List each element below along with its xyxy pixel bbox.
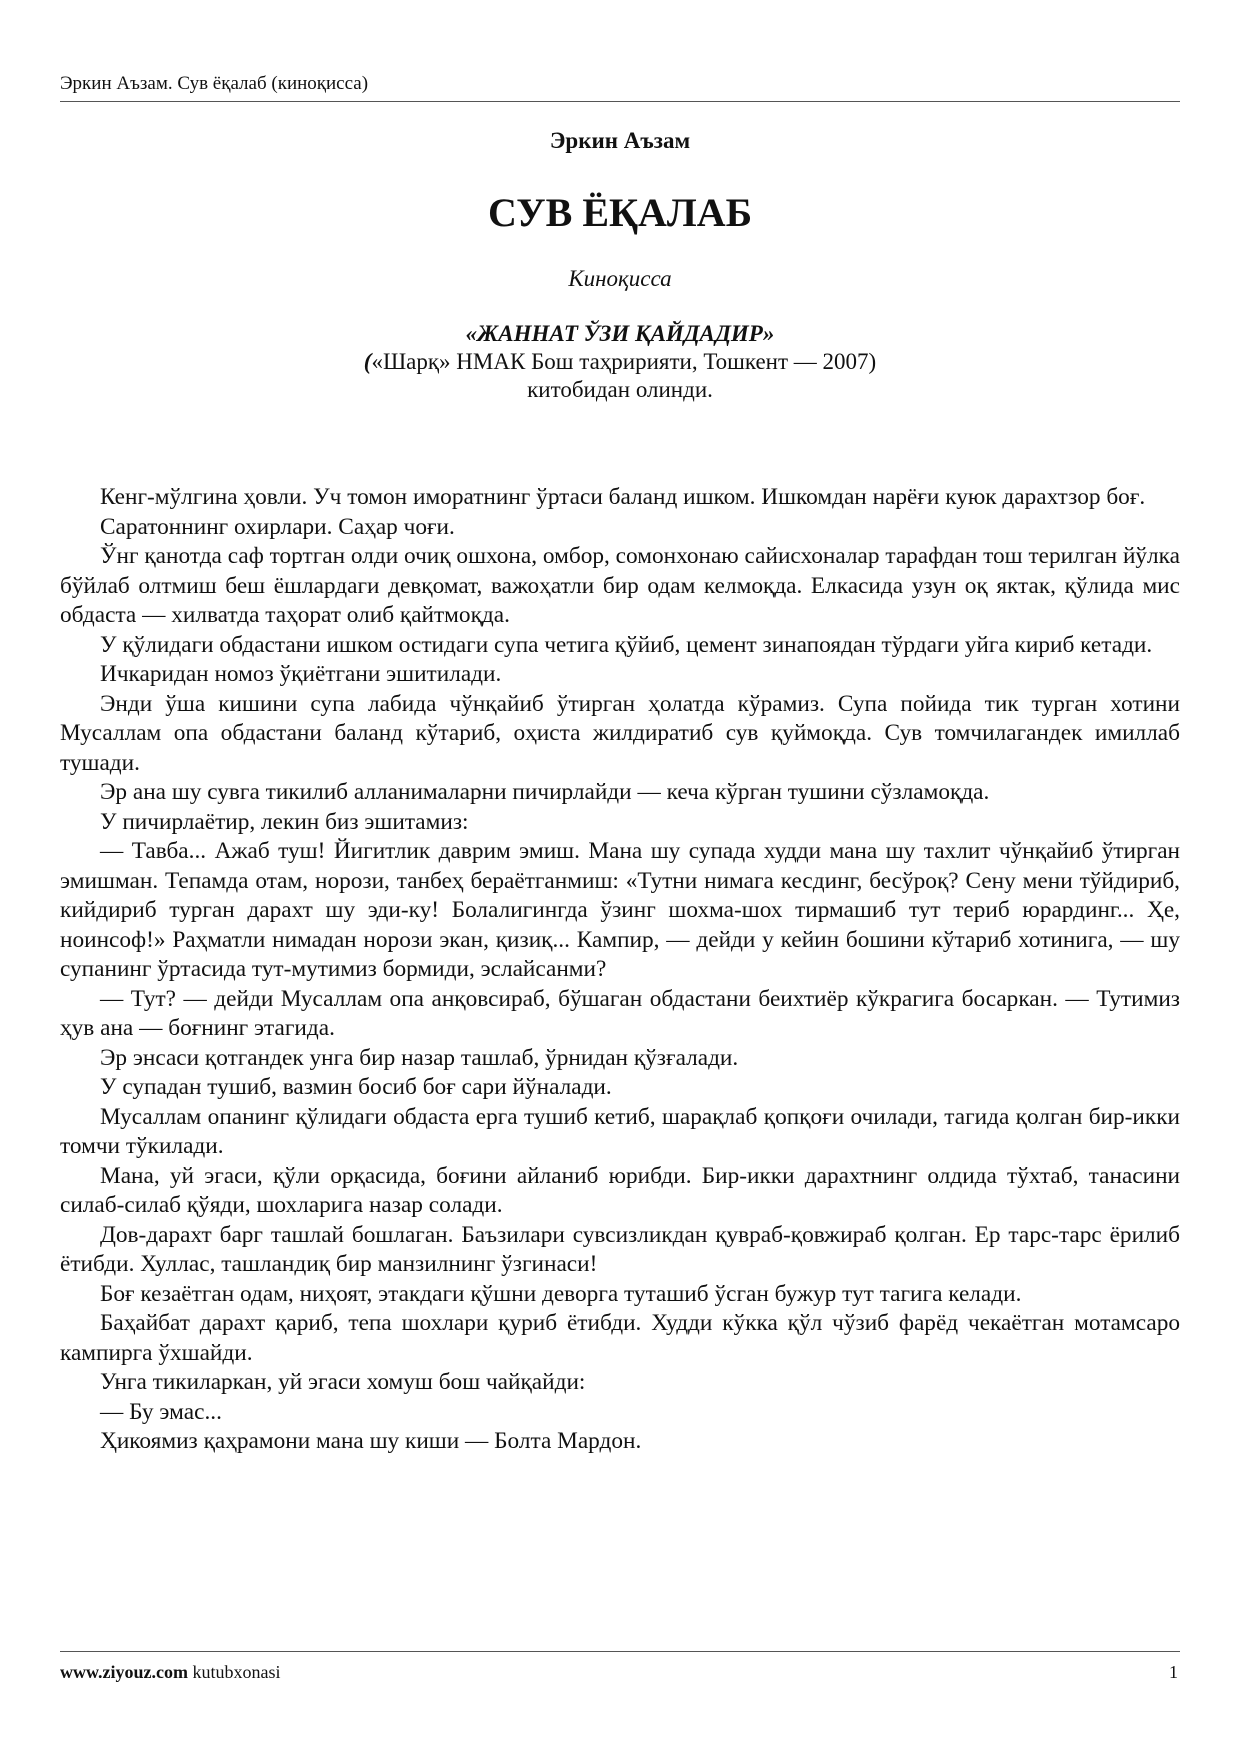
footer-site-link[interactable]: www.ziyouz.com xyxy=(60,1662,188,1682)
page-number: 1 xyxy=(1169,1662,1178,1682)
paragraph: Энди ўша кишини супа лабида чўнқайиб ўтирган ҳолатда кўрамиз. Супа пойида тик турган хотини Мусаллам опа обдастани баланд кўтариб, оҳиста жилдиратиб сув қуймоқда. Сув томчилагандек имиллаб тушади. xyxy=(60,690,1180,776)
paragraph: Ўнг қанотда саф тортган олди очиқ ошхона, омбор, сомонхонаю сайисхоналар тарафдан тош терилган йўлка бўйлаб олтмиш беш ёшлардаги девқомат, важоҳатли бир одам келмоқда. Елкасида узун оқ яктак, қўлида мис обдаста — хилватда таҳорат олиб қайтмоқда. xyxy=(60,543,1180,628)
paragraph: Эр ана шу сувга тикилиб алланималарни пичирлайди — кеча кўрган тушини сўзламоқда. xyxy=(100,779,990,805)
paragraph: Ичкаридан номоз ўқиётгани эшитилади. xyxy=(100,661,502,687)
paragraph: Дов-дарахт барг ташлай бошлаган. Баъзилари сувсизликдан қувраб-қовжираб қолган. Ер тарс-тарс ёрилиб ётибди. Хуллас, ташландиқ бир манзилнинг ўзгинаси! xyxy=(60,1221,1180,1277)
author-name: Эркин Аъзам xyxy=(549,128,691,153)
paragraph: Кенг-мўлгина ҳовли. Уч томон иморатнинг ўртаси баланд ишком. Ишкомдан нарёғи куюк дарахтзор боғ. xyxy=(100,484,1146,510)
paragraph: Боғ кезаётган одам, ниҳоят, этакдаги қўшни деворга туташиб ўсган бужур тут тагига келади. xyxy=(100,1280,1022,1307)
header-rule xyxy=(60,101,1180,102)
publisher-info xyxy=(60,348,1180,376)
paragraph: Эр энсаси қотгандек унга бир назар ташлаб, ўрнидан қўзғалади. xyxy=(100,1044,739,1071)
paragraph: — Тавба... Ажаб туш! Йигитлик даврим эмиш. Мана шу супада худди мана шу тахлит чўнқайиб ўтирган эмишман. Тепамда отам, норози, танбеҳ бераётганмиш: «Тутни нимага кесдинг, бесўроқ? Сену мени тўйдириб, кийдириб турган дарахт шу эди-ку! Болалигингда ўзинг шохма-шох тирмашиб тут териб юрардинг... Ҳе, ноинсоф!» Раҳматли нимадан норози экан, қизиқ... Кампир, — дейди у кейин бошини кўтариб хотинига, — шу супанинг ўртасида тут-мутимиз бормиди, эслайсанми? xyxy=(60,838,1180,982)
paragraph: У супадан тушиб, вазмин босиб боғ сари йўналади. xyxy=(100,1074,612,1100)
footer-library-label: kutubxonasi xyxy=(187,1662,281,1682)
footer-rule xyxy=(60,1651,1180,1652)
paragraph: У пичирлаётир, лекин биз эшитамиз: xyxy=(100,808,469,835)
publisher-text: «Шарқ» НМАК Бош таҳририяти, Тошкент — 2007) xyxy=(371,349,877,374)
paragraph: Саратоннинг охирлари. Саҳар чоғи. xyxy=(100,513,455,540)
story-body xyxy=(60,483,1180,1457)
paragraph: Мана, уй эгаси, қўли орқасида, боғини айланиб юрибди. Бир-икки дарахтнинг олдида тўхтаб, танасини силаб-силаб қўяди, шохларига назар солади. xyxy=(60,1162,1180,1218)
paragraph: Баҳайбат дарахт қариб, тепа шохлари қуриб ётибди. Худди кўкка қўл чўзиб фарёд чекаётган мотамсаро кампирга ўхшайди. xyxy=(60,1310,1180,1366)
footer-source xyxy=(60,1662,280,1683)
work-title: СУВ ЁҚАЛАБ xyxy=(487,190,753,235)
paragraph: У қўлидаги обдастани ишком остидаги супа четига қўйиб, цемент зинапоядан тўрдаги уйга кириб кетади. xyxy=(100,631,1153,658)
paragraph: — Бу эмас... xyxy=(100,1398,222,1425)
paragraph: Мусаллам опанинг қўлидаги обдаста ерга тушиб кетиб, шарақлаб қопқоғи очилади, тагида қолган бир-икки томчи тўкилади. xyxy=(60,1103,1180,1159)
running-header: Эркин Аъзам. Сув ёқалаб (киноқисса) xyxy=(60,73,369,94)
paragraph: Унга тикиларкан, уй эгаси хомуш бош чайқайди: xyxy=(100,1369,586,1395)
title-block xyxy=(60,128,1180,404)
publisher-open-paren: ( xyxy=(363,349,372,374)
paragraph: Ҳикоямиз қаҳрамони мана шу киши — Болта Мардон. xyxy=(100,1428,642,1454)
book-title: «ЖАННАТ ЎЗИ ҚАЙДАДИР» xyxy=(465,321,775,346)
source-note: китобидан олинди. xyxy=(527,377,713,402)
genre-label: Киноқисса xyxy=(568,266,672,291)
paragraph: — Тут? — дейди Мусаллам опа анқовсираб, бўшаган обдастани беихтиёр кўкрагига босаркан. — Тутимиз ҳув ана — боғнинг этагида. xyxy=(60,985,1180,1041)
